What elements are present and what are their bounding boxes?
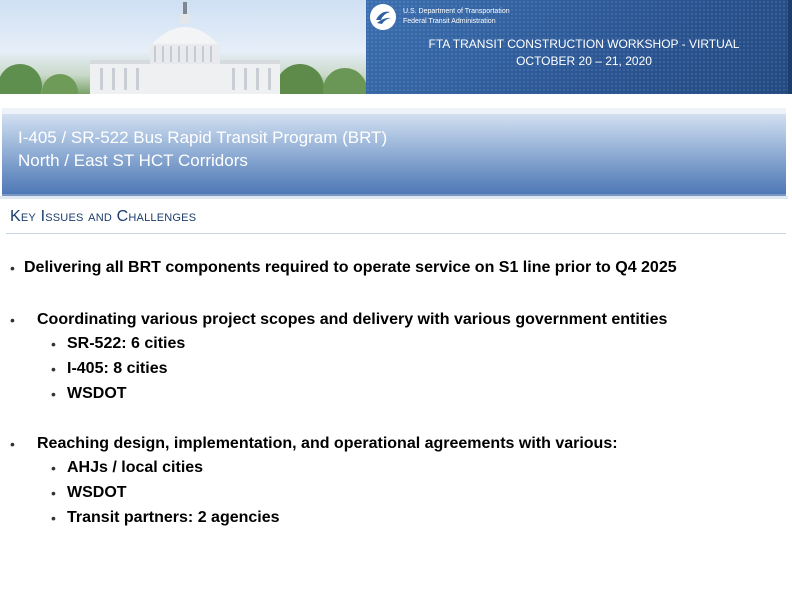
workshop-line-1: FTA TRANSIT CONSTRUCTION WORKSHOP - VIRTUAL: [428, 37, 740, 51]
bullet-marker: •: [10, 312, 15, 328]
sub-bullet-marker: •: [51, 485, 56, 501]
bullet-2-text: Coordinating various project scopes and delivery with various government entities: [37, 311, 668, 328]
dot-logo-icon: [370, 4, 396, 30]
header-banner: [0, 0, 792, 94]
sub-bullet-marker: •: [51, 361, 56, 377]
slide-title-bar: [2, 108, 786, 196]
slide-title-line-1: I-405 / SR-522 Bus Rapid Transit Program (BRT): [18, 128, 388, 147]
dot-agency-text: [403, 7, 510, 27]
bullet-1-text: Delivering all BRT components required to operate service on S1 line prior to Q4 2025: [24, 259, 677, 276]
slide-title-line-2: North / East ST HCT Corridors: [18, 151, 248, 170]
bullet-2-sub-3: WSDOT: [67, 385, 127, 402]
bullet-marker: •: [10, 260, 15, 276]
workshop-title: [366, 36, 792, 70]
section-heading: Key Issues and Challenges: [10, 208, 197, 225]
dot-line-1: U.S. Department of Transportation: [403, 8, 510, 15]
bullet-3-text: Reaching design, implementation, and operational agreements with various:: [37, 435, 618, 452]
dot-line-2: Federal Transit Administration: [403, 18, 496, 25]
bullet-2-sub-1: SR-522: 6 cities: [67, 335, 186, 352]
sub-bullet-marker: •: [51, 386, 56, 402]
bullet-marker: •: [10, 436, 15, 452]
title-bar-highlight: [2, 108, 786, 114]
title-divider: [0, 196, 788, 199]
capitol-illustration: [0, 0, 366, 94]
sub-bullet-marker: •: [51, 336, 56, 352]
workshop-line-2: OCTOBER 20 – 21, 2020: [516, 54, 652, 68]
sub-bullet-marker: •: [51, 460, 56, 476]
bullet-3-sub-2: WSDOT: [67, 484, 127, 501]
bullet-3-sub-3: Transit partners: 2 agencies: [67, 509, 280, 526]
bullet-3-sub-1: AHJs / local cities: [67, 459, 204, 476]
capitol-image: [0, 0, 366, 94]
bullet-2-sub-2: I-405: 8 cities: [67, 360, 168, 377]
sub-bullet-marker: •: [51, 510, 56, 526]
section-heading-rule: [6, 233, 786, 234]
